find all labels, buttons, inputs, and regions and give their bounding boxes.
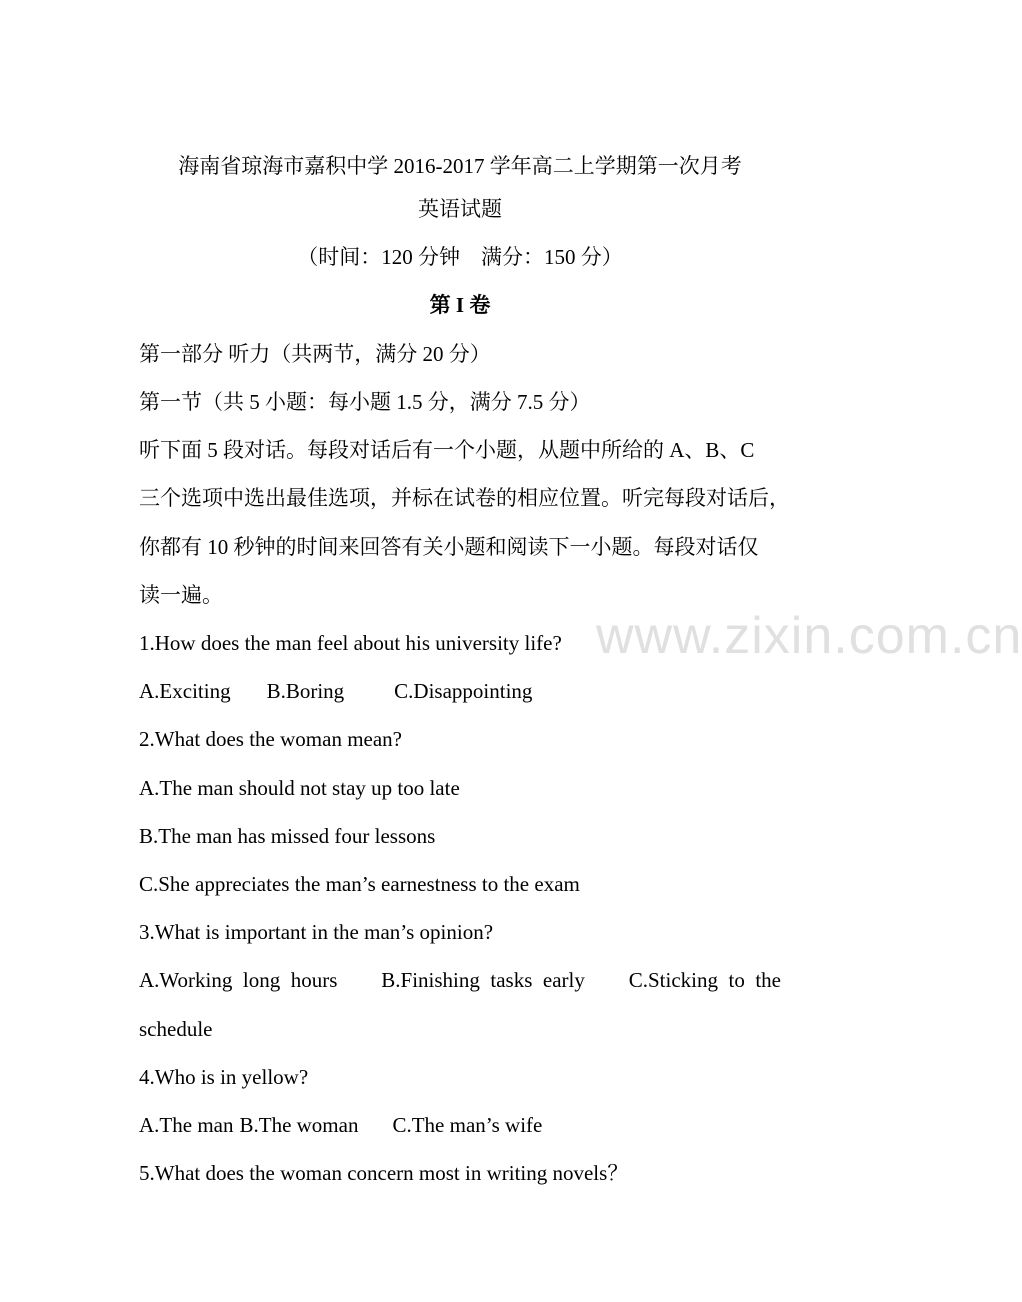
question-stem: 4.Who is in yellow? xyxy=(139,1065,309,1089)
exam-subtitle: 英语试题 xyxy=(418,197,502,221)
option-c: C.She appreciates the man’s earnestness to the exam xyxy=(139,872,580,896)
question-options xyxy=(139,1111,781,1139)
option-b: B.Finishing tasks early xyxy=(381,968,585,992)
question-stem: 1.How does the man feel about his university life? xyxy=(139,631,562,655)
instructions-line: 你都有 10 秒钟的时间来回答有关小题和阅读下一小题。每段对话仅 xyxy=(139,535,759,559)
question-stem: 5.What does the woman concern most in writing novels？ xyxy=(139,1161,629,1185)
watermark: www.zixin.com.cn xyxy=(596,607,1022,665)
option-a: A.The man xyxy=(139,1113,234,1137)
option-c: C.The man’s wife xyxy=(392,1113,543,1137)
question-options xyxy=(139,966,781,994)
option-continuation: schedule xyxy=(139,1017,213,1041)
option-a: A.The man should not stay up too late xyxy=(139,776,460,800)
instructions-line: 听下面 5 段对话。每段对话后有一个小题，从题中所给的 A、B、C xyxy=(139,438,755,462)
option-b: B.The woman xyxy=(239,1113,359,1137)
question-stem: 2.What does the woman mean? xyxy=(139,727,402,751)
question-stem: 3.What is important in the man’s opinion? xyxy=(139,920,494,944)
question-options xyxy=(139,677,781,705)
volume-heading: 第 I 卷 xyxy=(429,293,491,317)
subsection-heading: 第一节（共 5 小题：每小题 1.5 分，满分 7.5 分） xyxy=(139,390,591,414)
exam-info: （时间：120 分钟 满分：150 分） xyxy=(297,245,623,269)
instructions-line: 读一遍。 xyxy=(139,583,223,607)
part-heading: 第一部分 听力（共两节，满分 20 分） xyxy=(139,342,491,366)
option-b: B.Boring xyxy=(266,679,345,703)
exam-title: 海南省琼海市嘉积中学 2016-2017 学年高二上学期第一次月考 xyxy=(178,154,742,178)
option-c: C.Disappointing xyxy=(394,679,533,703)
option-a: A.Working long hours xyxy=(139,968,338,992)
option-b: B.The man has missed four lessons xyxy=(139,824,436,848)
instructions-line: 三个选项中选出最佳选项，并标在试卷的相应位置。听完每段对话后， xyxy=(139,486,790,510)
option-a: A.Exciting xyxy=(139,679,231,703)
option-c: C.Sticking to the xyxy=(628,968,781,992)
